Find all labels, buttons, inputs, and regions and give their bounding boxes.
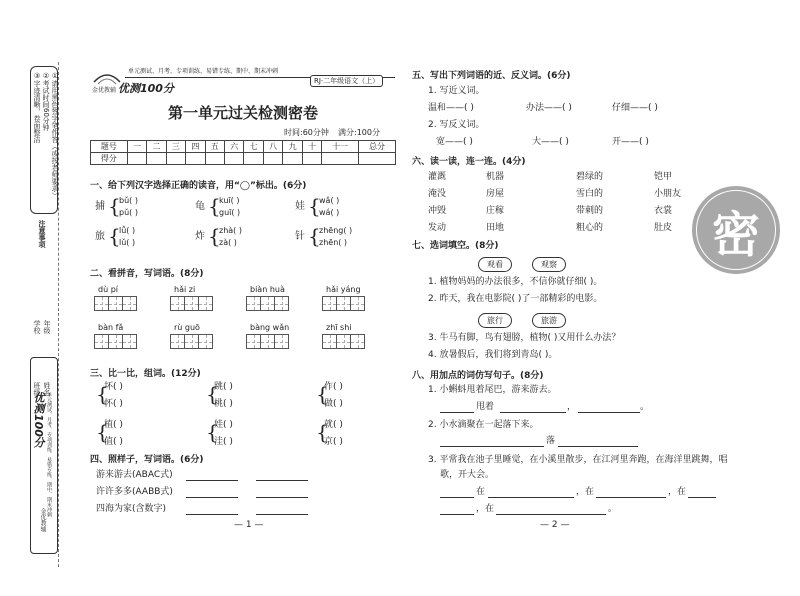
q3-title: 三、比一比，组词。(12分): [90, 369, 201, 379]
q2-pinyin: biàn huà: [250, 285, 285, 294]
q5-sub2: 2. 写反义词。: [428, 120, 485, 130]
q8-blank[interactable]: [558, 446, 638, 447]
score-table-header-cell: 六: [225, 141, 244, 153]
page-number-right: — 2 —: [540, 520, 570, 530]
q1-option[interactable]: bǔ( ): [119, 196, 138, 205]
q2-grid-cell[interactable]: [94, 334, 109, 349]
q1-option[interactable]: zà( ): [219, 238, 237, 247]
score-table-header-cell: 二: [147, 141, 166, 153]
q1-brace: {: [308, 194, 321, 218]
q3-word[interactable]: 做( ): [324, 399, 343, 409]
sidebar-notice-title: 注意事项: [38, 220, 46, 248]
q1-title: 一、给下列汉字选择正确的读音，用“◯”标出。(6分): [90, 181, 307, 191]
q8-fill-2: 落: [546, 436, 556, 446]
q2-writing-grid[interactable]: [94, 296, 137, 315]
score-table-score-cell[interactable]: [263, 153, 282, 165]
q8-blank[interactable]: [440, 412, 474, 413]
q6-word[interactable]: 灌溉: [428, 172, 447, 182]
q4-blank[interactable]: [186, 497, 238, 498]
header-series-badge: RJ·二年级语文（上）: [310, 75, 383, 87]
q7-sentence-4: 4. 放暑假后，我们将到青岛( )。: [428, 350, 558, 360]
q6-word[interactable]: 田地: [486, 223, 505, 233]
q6-word[interactable]: 肚皮: [654, 223, 673, 233]
q2-pinyin: hǎi zi: [174, 285, 196, 294]
q3-brace: {: [206, 420, 219, 444]
score-table-score-cell[interactable]: [359, 153, 396, 165]
q8-fill-3b: ，在: [576, 487, 595, 497]
q2-writing-grid[interactable]: [94, 334, 137, 353]
q8-example-3a: 3. 平常我在池子里睡觉，在小溪里散步，在江河里奔跑，在海洋里跳舞，唱: [428, 455, 728, 465]
q4-blank[interactable]: [256, 514, 308, 515]
q2-writing-grid[interactable]: [170, 296, 213, 315]
sidebar-brand-text: 优测100分: [32, 392, 45, 448]
q7-option-3: 旅行: [478, 313, 512, 328]
score-table-score-cell[interactable]: [147, 153, 166, 165]
q2-grid-cell[interactable]: [336, 334, 351, 349]
q8-example-3b: 歌，开大会。: [440, 470, 495, 480]
q1-option[interactable]: zhēng( ): [319, 226, 353, 235]
secret-stamp-text: 密: [711, 206, 760, 263]
score-table-label: 得分: [91, 153, 128, 165]
q4-item-1: 游来游去(ABAC式): [96, 470, 173, 480]
q2-grid-cell[interactable]: [260, 296, 275, 311]
q1-option[interactable]: wá( ): [319, 208, 340, 217]
q3-word[interactable]: 植( ): [104, 420, 123, 430]
q1-option[interactable]: lǚ( ): [119, 226, 136, 235]
q6-word[interactable]: 发动: [428, 223, 447, 233]
q2-grid-cell[interactable]: [108, 296, 123, 311]
q6-word[interactable]: 庄稼: [486, 206, 505, 216]
q8-example-2: 2. 小水滴聚在一起落下来。: [428, 420, 539, 430]
q8-fill-1a: 甩着: [476, 402, 495, 412]
q2-grid-cell[interactable]: [198, 296, 213, 311]
sidebar-notice-2: ②考试时间60分钟: [42, 72, 50, 131]
q2-grid-cell[interactable]: [108, 334, 123, 349]
score-table-header-cell: 三: [166, 141, 185, 153]
q2-grid-cell[interactable]: [246, 334, 261, 349]
q6-word[interactable]: 小朋友: [654, 189, 682, 199]
q6-word[interactable]: 粗心的: [576, 223, 604, 233]
q8-blank[interactable]: [440, 497, 474, 498]
score-table-header-cell: 总分: [359, 141, 396, 153]
q3-word[interactable]: 桃( ): [214, 399, 233, 409]
q5-syn-2: 办法——( ): [526, 103, 572, 113]
score-table-label: 题号: [91, 141, 128, 153]
q1-character: 龟: [195, 201, 205, 212]
q4-blank[interactable]: [256, 497, 308, 498]
q2-writing-grid[interactable]: [170, 334, 213, 353]
q1-brace: {: [208, 224, 221, 248]
q4-title: 四、照样子，写词语。(6分): [90, 455, 204, 465]
q2-grid-cell[interactable]: [274, 296, 289, 311]
q7-option-2: 观察: [532, 257, 566, 272]
q5-sub1: 1. 写近义词。: [428, 86, 485, 96]
q4-blank[interactable]: [186, 480, 238, 481]
q8-title: 八、用加点的词仿写句子。(8分): [412, 371, 544, 381]
q5-ant-2: 大——( ): [532, 137, 569, 147]
sidebar-notice-3: ③字迹清晰，卷面整洁: [33, 72, 41, 143]
q2-grid-cell[interactable]: [274, 334, 289, 349]
q5-title: 五、写出下列词语的近、反义词。(6分): [412, 71, 571, 81]
q2-grid-cell[interactable]: [350, 296, 365, 311]
q7-sentence-2: 2. 昨天，我在电影院( )了一部精彩的电影。: [428, 294, 603, 304]
q6-word[interactable]: 带刺的: [576, 206, 604, 216]
score-table-header-cell: 十一: [322, 141, 359, 153]
q2-writing-grid[interactable]: [322, 296, 365, 315]
score-table-score-cell[interactable]: [127, 153, 146, 165]
q2-writing-grid[interactable]: [322, 334, 365, 353]
q2-pinyin: bàn fǎ: [98, 323, 124, 332]
q2-pinyin: rù guō: [174, 323, 200, 332]
q7-option-4: 旅游: [532, 313, 566, 328]
q8-blank[interactable]: [578, 412, 640, 413]
q2-writing-grid[interactable]: [246, 296, 289, 315]
secret-stamp: [692, 186, 780, 274]
q8-blank[interactable]: [500, 412, 566, 413]
q1-brace: {: [208, 194, 221, 218]
q7-sentence-3: 3. 牛马有脚，鸟有翅膀，植物( )又用什么办法？: [428, 333, 621, 343]
score-table-score-cell[interactable]: [302, 153, 321, 165]
q2-grid-cell[interactable]: [94, 296, 109, 311]
q8-example-1: 1. 小蝌蚪甩着尾巴，游来游去。: [428, 385, 557, 395]
q3-word[interactable]: 怀( ): [104, 399, 123, 409]
q8-blank[interactable]: [496, 514, 606, 515]
q5-ant-3: 开——( ): [612, 137, 649, 147]
q2-pinyin: zhī shi: [326, 323, 352, 332]
sidebar-brand-sub: 单元测试、月考、专项训练、易错专练、期中、期末冲刺: [46, 392, 52, 517]
q2-grid-cell[interactable]: [260, 334, 275, 349]
q1-option[interactable]: guī( ): [219, 208, 241, 217]
score-table-header-row: [91, 141, 396, 153]
q2-grid-cell[interactable]: [322, 334, 337, 349]
q2-grid-cell[interactable]: [336, 296, 351, 311]
q7-option-1: 观看: [478, 257, 512, 272]
q3-word[interactable]: 坏( ): [104, 382, 123, 392]
q8-blank[interactable]: [488, 497, 574, 498]
q6-word[interactable]: 机器: [486, 172, 505, 182]
q6-word[interactable]: 淹没: [428, 189, 447, 199]
sidebar-field-name: 姓名: [43, 382, 51, 396]
sidebar-notice-1: ①请用黑色签字笔作答（或按老师要求）: [51, 72, 59, 199]
header-logo-text: 金优教辅: [92, 87, 117, 94]
score-table-score-cell[interactable]: [205, 153, 224, 165]
q1-character: 炸: [195, 231, 205, 242]
q8-fill-1b: ，: [567, 402, 577, 412]
sidebar-field-school: 学校: [33, 320, 41, 334]
q1-character: 针: [295, 231, 305, 242]
q6-word[interactable]: 房屋: [486, 189, 505, 199]
score-table-score-cell[interactable]: [283, 153, 302, 165]
q1-character: 娃: [295, 201, 305, 212]
q3-brace: {: [96, 382, 109, 406]
q8-blank[interactable]: [440, 514, 474, 515]
q2-grid-cell[interactable]: [184, 296, 199, 311]
q2-grid-cell[interactable]: [122, 296, 137, 311]
q8-blank[interactable]: [596, 497, 666, 498]
sidebar-field-class: 班级: [33, 382, 41, 396]
q8-fill-3d: ，在: [476, 504, 495, 514]
sidebar: [28, 62, 88, 567]
score-table-score-cell[interactable]: [244, 153, 263, 165]
q2-grid-cell[interactable]: [170, 296, 185, 311]
q2-grid-cell[interactable]: [198, 334, 213, 349]
q1-brace: {: [108, 224, 121, 248]
score-table-score-cell[interactable]: [186, 153, 205, 165]
q2-writing-grid[interactable]: [246, 334, 289, 353]
sidebar-divider: [58, 62, 59, 567]
score-table-header-cell: 九: [283, 141, 302, 153]
q3-word[interactable]: 作( ): [324, 382, 343, 392]
q2-grid-cell[interactable]: [322, 296, 337, 311]
score-table-score-cell[interactable]: [225, 153, 244, 165]
q7-title: 七、选词填空。(8分): [412, 241, 499, 251]
q8-blank[interactable]: [440, 446, 544, 447]
q2-grid-cell[interactable]: [122, 334, 137, 349]
q3-word[interactable]: 洼( ): [214, 437, 233, 447]
q3-word[interactable]: 娃( ): [214, 420, 233, 430]
q3-brace: {: [316, 420, 329, 444]
q1-character: 捕: [95, 201, 105, 212]
q2-pinyin: dù pí: [98, 285, 118, 294]
q4-item-2: 许许多多(AABB式): [96, 487, 173, 497]
header-tagline: 单元测试、月考、专项训练、易错专练、期中、期末冲刺: [128, 68, 279, 75]
q3-word[interactable]: 京( ): [324, 437, 343, 447]
q1-brace: {: [308, 224, 321, 248]
q2-title: 二、看拼音，写词语。(8分): [90, 269, 204, 279]
q2-grid-cell[interactable]: [246, 296, 261, 311]
score-table-header-cell: 四: [186, 141, 205, 153]
q1-option[interactable]: zhēn( ): [319, 238, 348, 247]
q8-fill-3c: ，在: [668, 487, 687, 497]
exam-time: 时间:60分钟: [284, 128, 329, 137]
q1-option[interactable]: kuī( ): [219, 196, 240, 205]
q1-option[interactable]: zhà( ): [219, 226, 242, 235]
score-table-header-cell: 七: [244, 141, 263, 153]
q6-word[interactable]: 雪白的: [576, 189, 604, 199]
q6-word[interactable]: 冲毁: [428, 206, 447, 216]
q5-syn-1: 温和——( ): [428, 103, 474, 113]
q5-syn-3: 仔细——( ): [612, 103, 658, 113]
q2-grid-cell[interactable]: [170, 334, 185, 349]
score-table: [90, 140, 396, 165]
sidebar-field-grade: 年级: [43, 320, 51, 334]
q7-sentence-1: 1. 植物妈妈的办法很多，不信你就仔细( )。: [428, 277, 603, 287]
q3-word[interactable]: 跳( ): [214, 382, 233, 392]
q3-brace: {: [96, 420, 109, 444]
exam-title: 第一单元过关检测密卷: [168, 104, 319, 122]
q3-brace: {: [316, 382, 329, 406]
q6-word[interactable]: 碧绿的: [576, 172, 604, 182]
q2-pinyin: hǎi yáng: [326, 285, 361, 294]
score-table-header-cell: 八: [263, 141, 282, 153]
q5-ant-1: 宽——( ): [436, 137, 473, 147]
score-table-score-cell[interactable]: [322, 153, 359, 165]
q4-blank[interactable]: [256, 480, 308, 481]
score-table-header-cell: 五: [205, 141, 224, 153]
q4-blank[interactable]: [186, 514, 238, 515]
q8-fill-3a: 在: [476, 487, 486, 497]
q2-pinyin: bàng wǎn: [250, 323, 290, 332]
header-series-title: 优测100分: [118, 82, 174, 95]
q3-word[interactable]: 值( ): [104, 437, 123, 447]
q1-character: 旅: [95, 231, 105, 242]
exam-score: 满分:100分: [338, 128, 380, 137]
page-number-left: — 1 —: [234, 520, 264, 530]
q6-title: 六、读一读，连一连。(4分): [412, 157, 526, 167]
q1-brace: {: [108, 194, 121, 218]
q3-word[interactable]: 就( ): [324, 420, 343, 430]
q8-fill-3e: 。: [608, 504, 618, 514]
score-table-header-cell: 十: [302, 141, 321, 153]
q8-blank[interactable]: [688, 497, 716, 498]
q6-word[interactable]: 铠甲: [654, 172, 673, 182]
sidebar-logo-text: 金优教辅: [39, 508, 46, 532]
q2-grid-cell[interactable]: [350, 334, 365, 349]
score-table-header-cell: 一: [127, 141, 146, 153]
q1-option[interactable]: wǎ( ): [319, 196, 340, 205]
q1-option[interactable]: pǔ( ): [119, 208, 138, 217]
score-table-score-row: [91, 153, 396, 165]
score-table-score-cell[interactable]: [166, 153, 185, 165]
q2-grid-cell[interactable]: [184, 334, 199, 349]
q1-option[interactable]: lǔ( ): [119, 238, 136, 247]
q6-word[interactable]: 衣裳: [654, 206, 673, 216]
q4-item-3: 四海为家(含数字): [96, 504, 167, 514]
q8-fill-1c: 。: [640, 402, 650, 412]
q3-brace: {: [206, 382, 219, 406]
